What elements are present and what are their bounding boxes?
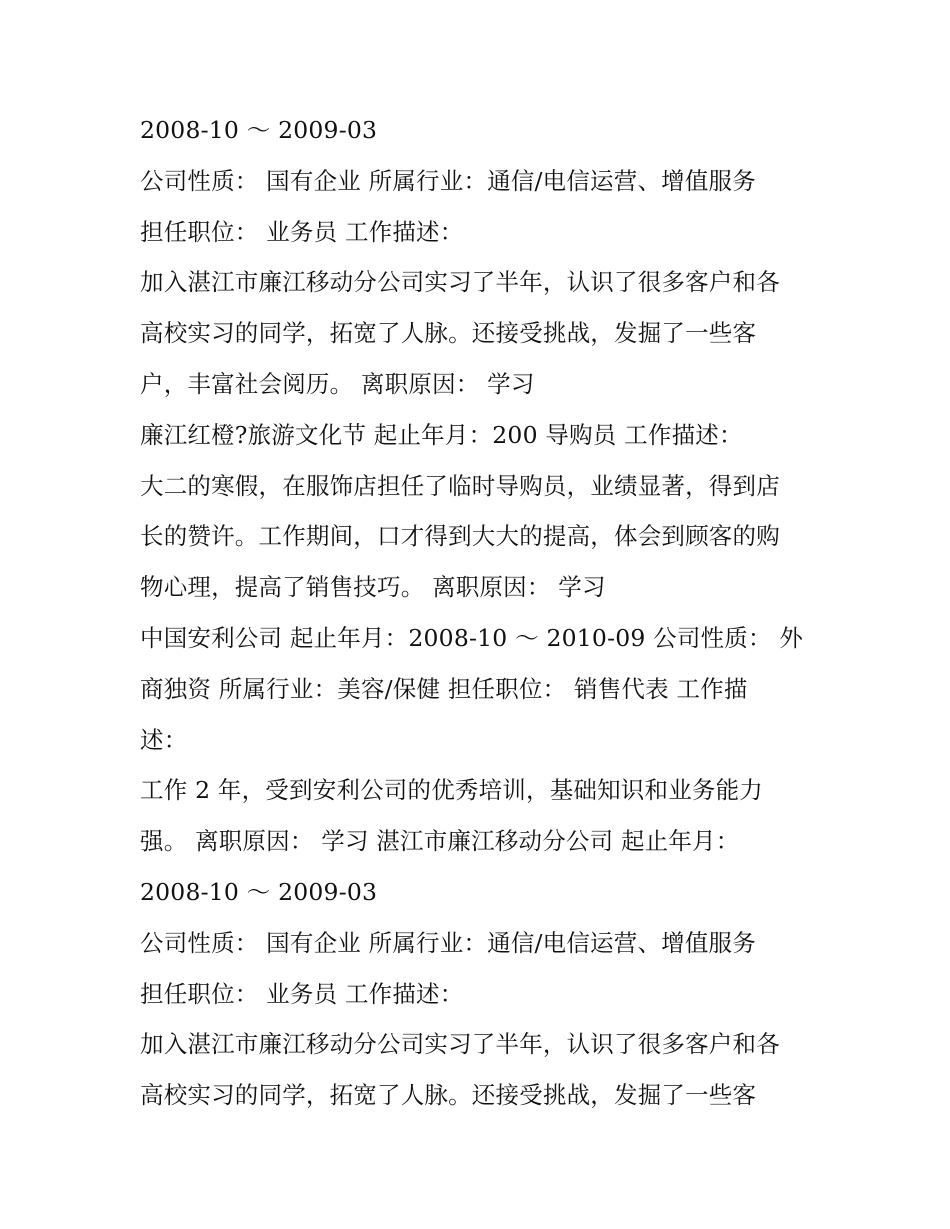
text-line: 公司性质： 国有企业 所属行业：通信/电信运营、增值服务 — [140, 166, 756, 195]
text-line: 加入湛江市廉江移动分公司实习了半年，认识了很多客户和各 — [140, 268, 780, 297]
text-line: 长的赞许。工作期间，口才得到大大的提高，体会到顾客的购 — [140, 522, 780, 551]
text-line: 廉江红橙?旅游文化节 起止年月：200 导购员 工作描述： — [140, 420, 743, 449]
document-body — [140, 112, 830, 1128]
text-line: 户，丰富社会阅历。 离职原因： 学习 — [140, 369, 535, 398]
text-line: 物心理，提高了销售技巧。 离职原因： 学习 — [140, 573, 606, 602]
text-line: 中国安利公司 起止年月：2008-10 ～ 2010-09 公司性质： 外 — [140, 623, 804, 652]
text-line: 担任职位： 业务员 工作描述： — [140, 979, 464, 1008]
text-line: 担任职位： 业务员 工作描述： — [140, 217, 464, 246]
text-line: 高校实习的同学，拓宽了人脉。还接受挑战，发掘了一些客 — [140, 319, 757, 348]
text-line: 工作 2 年，受到安利公司的优秀培训，基础知识和业务能力 — [140, 776, 763, 805]
text-line: 公司性质： 国有企业 所属行业：通信/电信运营、增值服务 — [140, 928, 756, 957]
text-line: 2008-10 ～ 2009-03 — [140, 116, 378, 144]
text-line: 强。 离职原因： 学习 湛江市廉江移动分公司 起止年月： — [140, 827, 740, 856]
text-line: 高校实习的同学，拓宽了人脉。还接受挑战，发掘了一些客 — [140, 1081, 757, 1110]
text-line: 大二的寒假，在服饰店担任了临时导购员，业绩显著，得到店 — [140, 471, 780, 500]
text-line: 述： — [140, 725, 188, 754]
text-line: 商独资 所属行业：美容/保健 担任职位： 销售代表 工作描 — [140, 674, 748, 703]
text-line: 加入湛江市廉江移动分公司实习了半年，认识了很多客户和各 — [140, 1030, 780, 1059]
text-line: 2008-10 ～ 2009-03 — [140, 877, 378, 906]
